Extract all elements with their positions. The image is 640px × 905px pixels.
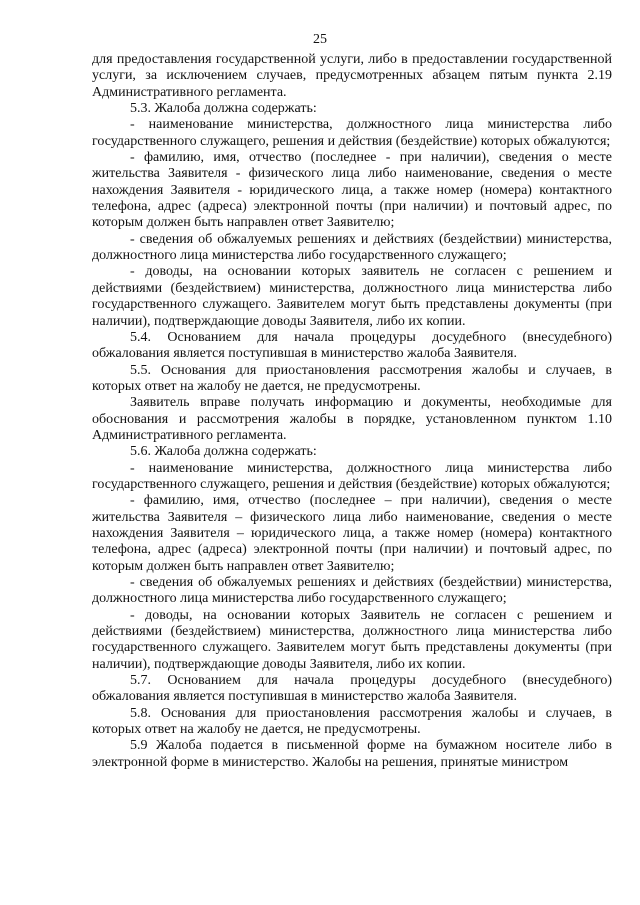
paragraph-5-5: 5.5. Основания для приостановления рассмотрения жалобы и случаев, в которых ответ на жалобу не дается, не предусмотрены. bbox=[92, 362, 612, 394]
paragraph-5-3-item-2: - фамилию, имя, отчество (последнее - при наличии), сведения о месте жительства Заявителя - физического лица либо наименование, сведения о месте нахождения Заявителя - юридического лица, а также номер (номера) контактного телефона, адрес (адреса) электронной почты (при наличии) и почтовый адрес, по которым должен быть направлен ответ Заявителю; bbox=[92, 150, 612, 231]
paragraph-5-6-item-1: - наименование министерства, должностного лица министерства либо государственного служащего, решения и действия (бездействие) которых обжалуются; bbox=[92, 460, 612, 492]
paragraph-5-8: 5.8. Основания для приостановления рассмотрения жалобы и случаев, в которых ответ на жалобу не дается, не предусмотрены. bbox=[92, 705, 612, 738]
page-number: 25 bbox=[313, 32, 327, 47]
paragraph-5-3-item-1: - наименование министерства, должностного лица министерства либо государственного служащего, решения и действия (бездействие) которых обжалуются; bbox=[92, 117, 612, 149]
paragraph-5-7: 5.7. Основанием для начала процедуры досудебного (внесудебного) обжалования является поступившая в министерство жалоба Заявителя. bbox=[92, 673, 612, 705]
paragraph-5-3-item-4: - доводы, на основании которых заявитель не согласен с решением и действиями (бездействием) министерства, должностного лица министерства либо государственного служащего. Заявителем могут быть представлены документы (при наличии), подтверждающие доводы Заявителя, либо их копии. bbox=[92, 264, 612, 329]
paragraph-applicant-rights: Заявитель вправе получать информацию и документы, необходимые для обоснования и рассмотрения жалобы в порядке, установленном пунктом 1.10 Административного регламента. bbox=[92, 395, 612, 443]
paragraph-continuation: для предоставления государственной услуги, либо в предоставлении государственной услуги, за исключением случаев, предусмотренных абзацем пятым пункта 2.19 Административного регламента. bbox=[92, 52, 612, 100]
body-text bbox=[92, 52, 612, 771]
paragraph-5-6-item-2: - фамилию, имя, отчество (последнее – при наличии), сведения о месте жительства Заявителя – физического лица либо наименование, сведения о месте нахождения Заявителя – юридического лица, а также номер (номера) контактного телефона, адрес (адреса) электронной почты (при наличии) и почтовый адрес, по которым должен быть направлен ответ Заявителю; bbox=[92, 493, 612, 574]
paragraph-5-3-heading: 5.3. Жалоба должна содержать: bbox=[130, 101, 317, 117]
paragraph-5-6-item-3: - сведения об обжалуемых решениях и действиях (бездействии) министерства, должностного лица министерства либо государственного служащего; bbox=[92, 575, 612, 607]
paragraph-5-3-item-3: - сведения об обжалуемых решениях и действиях (бездействии) министерства, должностного лица министерства либо государственного служащего; bbox=[92, 231, 612, 264]
paragraph-5-4: 5.4. Основанием для начала процедуры досудебного (внесудебного) обжалования является поступившая в министерство жалоба Заявителя. bbox=[92, 329, 612, 362]
paragraph-5-9: 5.9 Жалоба подается в письменной форме на бумажном носителе либо в электронной форме в министерство. Жалобы на решения, принятые министром bbox=[92, 738, 612, 770]
paragraph-5-6-heading: 5.6. Жалоба должна содержать: bbox=[130, 444, 317, 460]
paragraph-5-6-item-4: - доводы, на основании которых Заявитель не согласен с решением и действиями (бездействием) министерства, должностного лица министерства либо государственного служащего. Заявителем могут быть представлены документы (при наличии), подтверждающие доводы Заявителя, либо их копии. bbox=[92, 607, 612, 672]
